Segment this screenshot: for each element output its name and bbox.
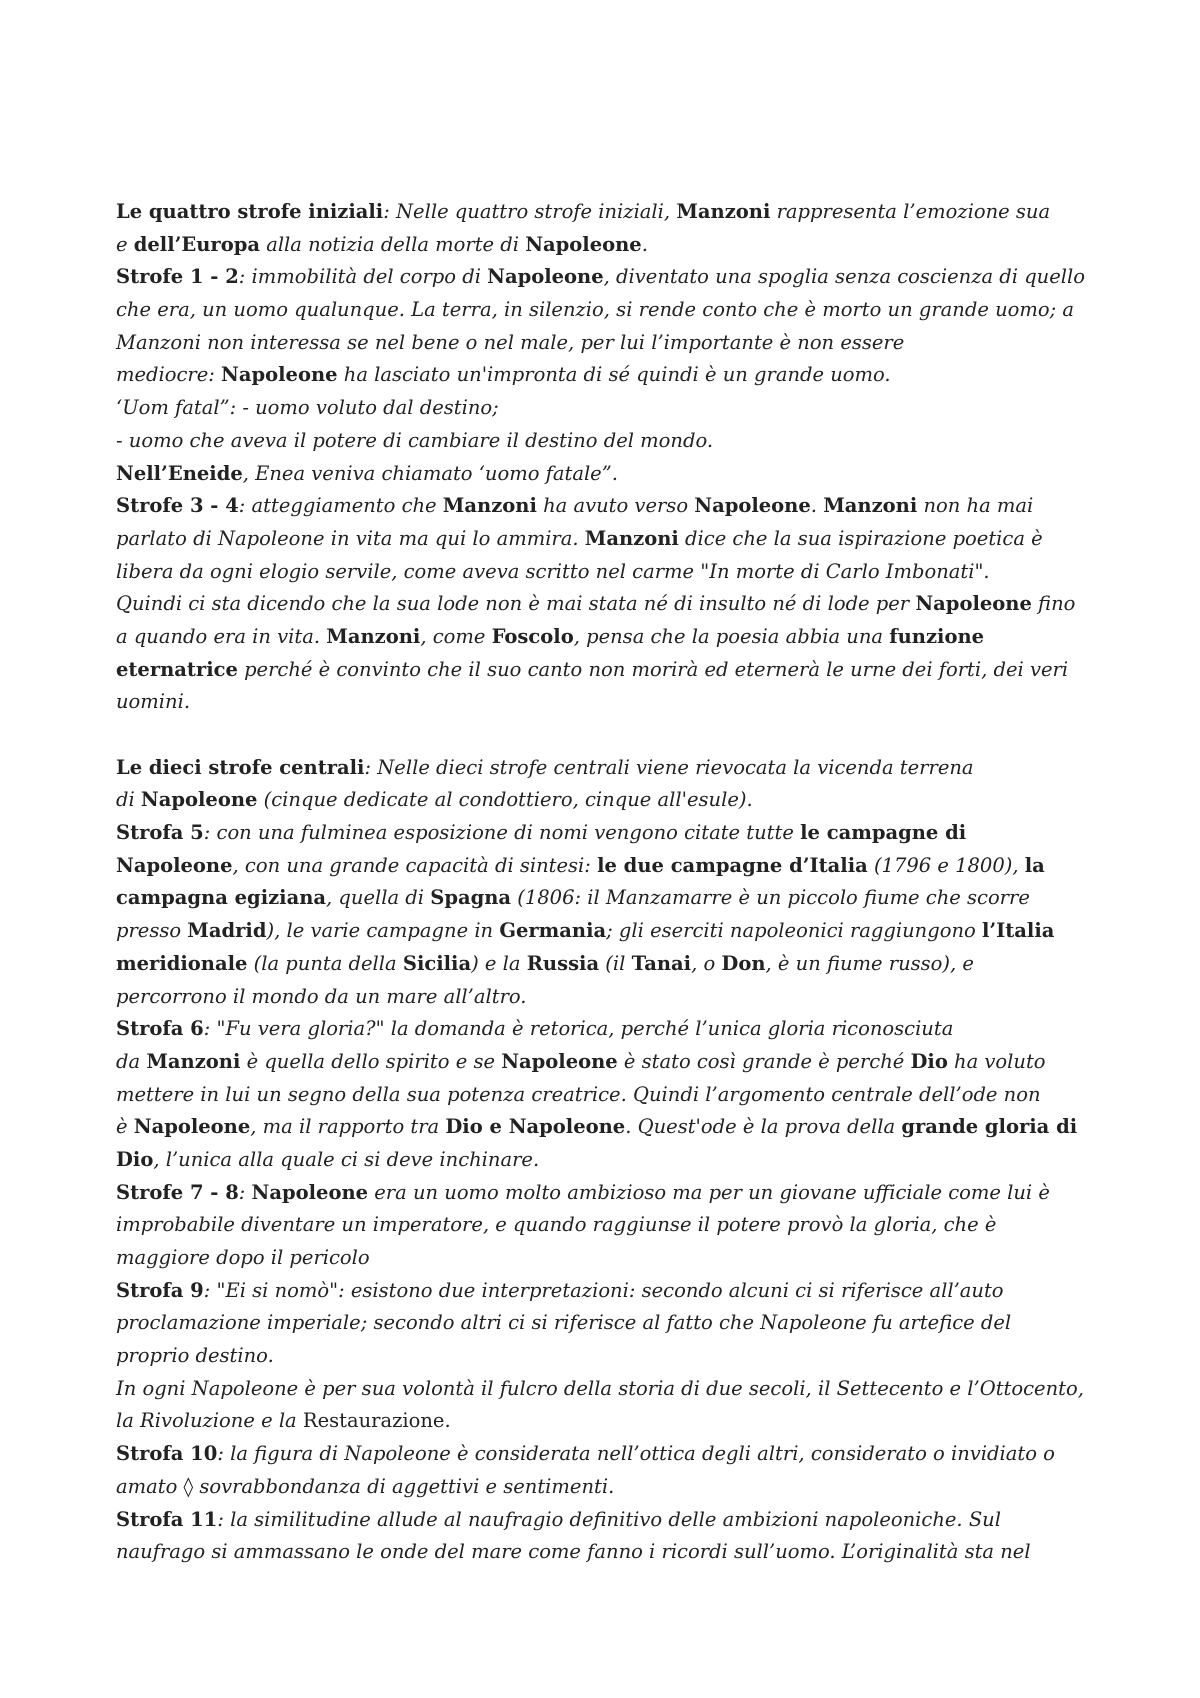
text-line [116, 327, 1106, 360]
italic-text: , è un fiume russo), e [765, 951, 974, 975]
bold-text: le campagne di [800, 821, 967, 845]
text-line [116, 425, 1106, 458]
italic-text: : atteggiamento che [238, 494, 443, 518]
text-line [116, 1177, 1106, 1210]
italic-text: Quindi ci sta dicendo che la sua lode non è mai stata né di insulto né di lode per [116, 592, 916, 616]
italic-text: , l’unica alla quale ci si deve inchinare. [153, 1147, 540, 1171]
text-line [116, 1405, 1106, 1438]
italic-text: , ma il rapporto tra [250, 1115, 446, 1139]
bold-text: Foscolo [491, 624, 574, 648]
text-line [116, 229, 1106, 262]
italic-text: . Quest'ode è la prova della [625, 1115, 902, 1139]
bold-text: Napoleone [525, 232, 642, 256]
text-line [116, 294, 1106, 327]
italic-text: di [116, 788, 141, 812]
bold-text: Spagna [430, 886, 512, 910]
bold-text: Strofe 7 - 8 [116, 1180, 239, 1204]
italic-text: mettere in lui un segno della sua potenza creatrice. Quindi l’argomento centrale dell’ode non [116, 1082, 1041, 1106]
text-line [116, 523, 1106, 556]
italic-text: a quando era in vita. [116, 624, 327, 648]
text-line [116, 1013, 1106, 1046]
bold-text: Le dieci strofe centrali [116, 755, 365, 779]
bold-text: Napoleone [251, 1180, 369, 1204]
italic-text: naufrago si ammassano le onde del mare come fanno i ricordi sull’uomo. L’originalità sta nel [116, 1540, 1031, 1564]
italic-text: non ha mai [917, 494, 1034, 518]
italic-text: (1796 e 1800), [867, 853, 1025, 877]
italic-text: In ogni Napoleone è per sua volontà il fulcro della storia di due secoli, il Settecento e l’Ottocento, [116, 1376, 1084, 1400]
bold-text: Germania [499, 919, 607, 943]
italic-text: : la figura di Napoleone è considerata nell’ottica degli altri, considerato o invidiato o [217, 1442, 1055, 1466]
italic-text: era un uomo molto ambizioso ma per un giovane ufficiale come lui è [368, 1180, 1050, 1204]
text-line [116, 981, 1106, 1014]
text-line [116, 1438, 1106, 1471]
italic-text: fino [1031, 592, 1076, 616]
italic-text: . [444, 1409, 451, 1433]
text-line [116, 621, 1106, 654]
italic-text: - uomo che aveva il potere di cambiare il destino del mondo. [116, 428, 714, 452]
text-line [116, 850, 1106, 883]
italic-text: maggiore dopo il pericolo [116, 1246, 370, 1269]
italic-text: Manzoni non interessa se nel bene o nel male, per lui l’importante è non essere [116, 330, 905, 354]
text-line [116, 1046, 1106, 1079]
text-line [116, 1111, 1106, 1144]
bold-text: Tanai [631, 951, 692, 975]
bold-text: Manzoni [676, 200, 771, 223]
bold-text: Napoleone [694, 494, 811, 518]
bold-text: Dio e Napoleone [445, 1115, 626, 1139]
italic-text: ) e la [471, 951, 527, 975]
text-line [116, 686, 1106, 719]
text-line [116, 196, 1106, 229]
italic-text: è quella dello spirito e se [240, 1049, 502, 1073]
bold-text: Manzoni [326, 624, 421, 648]
italic-text: dice che la sua ispirazione poetica è [678, 526, 1043, 550]
text-line [116, 588, 1106, 621]
bold-text: Napoleone [487, 265, 604, 289]
italic-text: ; gli eserciti napoleonici raggiungono [606, 919, 982, 943]
italic-text: , quella di [326, 886, 431, 910]
text-line [116, 1340, 1106, 1373]
text-line [116, 948, 1106, 981]
text-line [116, 752, 1106, 785]
bold-text: Napoleone [133, 1115, 251, 1139]
italic-text: rappresenta l’emozione sua [770, 200, 1051, 223]
bold-text: Manzoni [146, 1049, 241, 1073]
text-line [116, 654, 1106, 687]
bold-text: Napoleone [501, 1049, 618, 1073]
section [116, 196, 1106, 719]
bold-text: l’Italia [981, 919, 1055, 943]
paragraph-gap [116, 719, 1106, 752]
bold-text: Napoleone [915, 592, 1032, 616]
italic-text: ‘Uom fatal”: - uomo voluto dal destino; [116, 396, 499, 420]
text-line [116, 882, 1106, 915]
bold-text: Manzoni [823, 494, 918, 518]
italic-text: : [238, 1180, 252, 1204]
text-line [116, 261, 1106, 294]
italic-text: parlato di Napoleone in vita ma qui lo ammira. [116, 526, 585, 550]
text-line [116, 784, 1106, 817]
italic-text: , diventato una spoglia senza coscienza di quello [603, 265, 1085, 289]
bold-text: funzione [889, 624, 985, 648]
text-line [116, 490, 1106, 523]
bold-text: Strofa 6 [116, 1017, 204, 1041]
italic-text: , come [420, 624, 492, 648]
italic-text: da [116, 1049, 147, 1073]
italic-text: : con una fulminea esposizione di nomi vengono citate tutte [203, 821, 801, 845]
italic-text: ha voluto [947, 1049, 1046, 1073]
italic-text: : Nelle quattro strofe iniziali, [383, 200, 677, 223]
bold-text: Nell’Eneide [116, 461, 243, 485]
italic-text: è stato così grande è perché [617, 1049, 911, 1073]
italic-text: , pensa che la poesia abbia una [573, 624, 890, 648]
italic-text: : immobilità del corpo di [238, 265, 488, 289]
bold-text: Napoleone [140, 788, 258, 812]
section [116, 752, 1106, 1569]
bold-text: grande gloria di [901, 1115, 1078, 1139]
bold-text: meridionale [116, 951, 248, 975]
italic-text: alla notizia della morte di [260, 232, 526, 256]
bold-text: le due campagne d’Italia [597, 853, 868, 877]
bold-text: Strofa 9 [116, 1278, 204, 1302]
text-line [116, 359, 1106, 392]
italic-text: , o [691, 951, 722, 975]
bold-text: Dio [910, 1049, 948, 1073]
text-line [116, 915, 1106, 948]
italic-text: (il [599, 951, 632, 975]
italic-text: Restaurazione [302, 1409, 445, 1433]
italic-text: perché è convinto che il suo canto non morirà ed eternerà le urne dei forti, dei veri [237, 657, 1069, 681]
italic-text: presso [116, 919, 188, 943]
text-line [116, 392, 1106, 425]
italic-text: ha avuto verso [536, 494, 695, 518]
italic-text: che era, un uomo qualunque. La terra, in silenzio, si rende conto che è morto un grande uomo; a [116, 298, 1074, 322]
text-line [116, 1307, 1106, 1340]
text-line [116, 1144, 1106, 1177]
bold-text: Strofa 10 [116, 1442, 218, 1466]
italic-text: ), le varie campagne in [266, 919, 500, 943]
bold-text: Strofe 3 - 4 [116, 494, 239, 518]
italic-text: , con una grande capacità di sintesi: [232, 853, 598, 877]
italic-text: ha lasciato un'impronta di sé quindi è un grande uomo. [337, 363, 891, 387]
document-body [116, 196, 1106, 1569]
bold-text: Le quattro strofe iniziali [116, 200, 384, 223]
italic-text: e [116, 232, 134, 256]
italic-text: . [810, 494, 824, 518]
bold-text: Don [721, 951, 766, 975]
text-line [116, 1275, 1106, 1308]
bold-text: Manzoni [584, 526, 679, 550]
italic-text: libera da ogni elogio servile, come aveva scritto nel carme "In morte di Carlo Imbonati". [116, 559, 990, 583]
text-line [116, 1504, 1106, 1537]
italic-text: : Nelle dieci strofe centrali viene rievocata la vicenda terrena [364, 755, 974, 779]
bold-text: Napoleone [221, 363, 338, 387]
bold-text: la [1024, 853, 1045, 877]
italic-text: (la punta della [247, 951, 403, 975]
bold-text: dell’Europa [133, 232, 260, 256]
italic-text: (cinque dedicate al condottiero, cinque all'esule). [257, 788, 753, 812]
bold-text: Napoleone [116, 853, 233, 877]
text-line [116, 1373, 1106, 1406]
bold-text: Strofe 1 - 2 [116, 265, 239, 289]
italic-text: mediocre: [116, 363, 222, 387]
text-line [116, 458, 1106, 491]
text-line [116, 1209, 1106, 1242]
text-line [116, 817, 1106, 850]
italic-text: : la similitudine allude al naufragio definitivo delle ambizioni napoleoniche. Sul [217, 1507, 1001, 1531]
italic-text: proprio destino. [116, 1344, 274, 1368]
bold-text: eternatrice [116, 657, 238, 681]
text-line [116, 1242, 1106, 1275]
text-line [116, 1536, 1106, 1569]
bold-text: Russia [526, 951, 600, 975]
bold-text: Strofa 11 [116, 1507, 218, 1531]
italic-text: improbabile diventare un imperatore, e quando raggiunse il potere provò la gloria, che è [116, 1213, 997, 1237]
italic-text: percorrono il mondo da un mare all’altro. [116, 984, 527, 1008]
italic-text: : "Ei si nomò": esistono due interpretazioni: secondo alcuni ci si riferisce all’auto [203, 1278, 1004, 1302]
text-line [116, 556, 1106, 589]
text-line [116, 1079, 1106, 1112]
italic-text: amato ◊ sovrabbondanza di aggettivi e sentimenti. [116, 1474, 615, 1498]
bold-text: Dio [116, 1147, 154, 1171]
italic-text: . [641, 232, 648, 256]
bold-text: Strofa 5 [116, 821, 204, 845]
italic-text: la Rivoluzione e la [116, 1409, 303, 1433]
bold-text: Sicilia [402, 951, 472, 975]
italic-text: proclamazione imperiale; secondo altri ci si riferisce al fatto che Napoleone fu artefice del [116, 1311, 1012, 1335]
italic-text: : "Fu vera gloria?" la domanda è retorica, perché l’unica gloria riconosciuta [203, 1017, 954, 1041]
italic-text: , Enea veniva chiamato ‘uomo fatale”. [242, 461, 618, 485]
bold-text: Madrid [187, 919, 267, 943]
italic-text: uomini. [116, 690, 191, 714]
italic-text: (1806: il Manzamarre è un piccolo fiume che scorre [511, 886, 1030, 910]
text-line [116, 1471, 1106, 1504]
italic-text: è [116, 1115, 134, 1139]
bold-text: campagna egiziana [116, 886, 327, 910]
bold-text: Manzoni [442, 494, 537, 518]
